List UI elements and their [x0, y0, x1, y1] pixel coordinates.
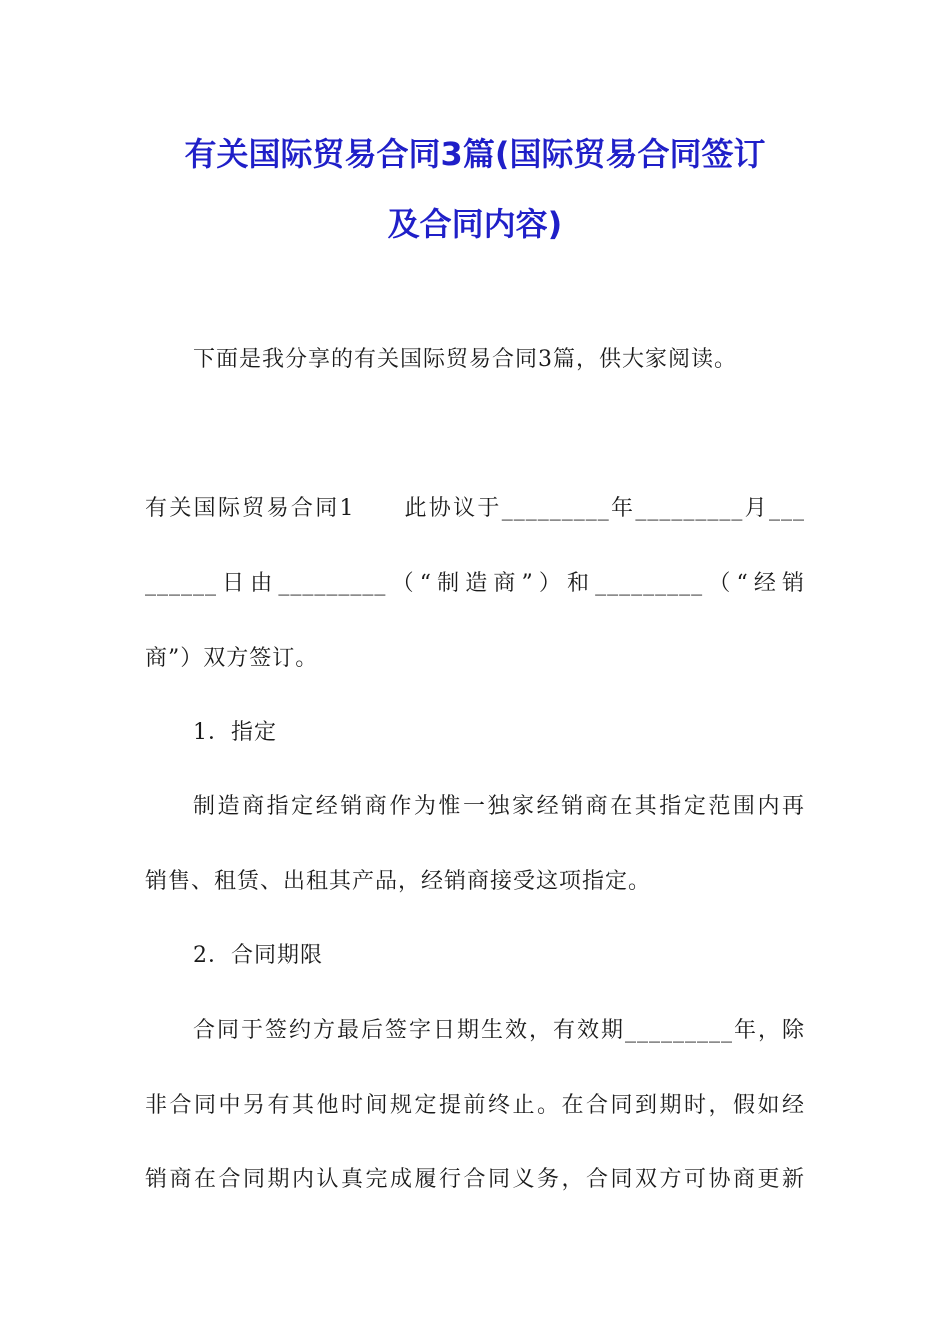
section2-paragraph-line-1: 合同于签约方最后签字日期生效，有效期_________年，除	[193, 1018, 805, 1043]
contract-opening-line-2: ______日由_________（“制造商”）和_________（“经销	[145, 571, 805, 596]
section2-paragraph-line-3: 销商在合同期内认真完成履行合同义务，合同双方可协商更新	[145, 1167, 805, 1192]
section1-paragraph-line-1: 制造商指定经销商作为惟一独家经销商在其指定范围内再	[193, 794, 805, 819]
section1-paragraph-line-2: 销售、租赁、出租其产品，经销商接受这项指定。	[145, 869, 652, 894]
intro-paragraph: 下面是我分享的有关国际贸易合同3篇，供大家阅读。	[193, 347, 737, 372]
document-title-line-2: 及合同内容)	[387, 205, 563, 243]
section-heading-contract-term: 2．合同期限	[193, 943, 323, 968]
contract-opening-line-1: 有关国际贸易合同1 此协议于_________年_________月___	[145, 496, 805, 521]
section-heading-designation: 1．指定	[193, 720, 277, 745]
contract-opening-line-3: 商”）双方签订。	[145, 646, 319, 671]
section2-paragraph-line-2: 非合同中另有其他时间规定提前终止。在合同到期时，假如经	[145, 1093, 805, 1118]
document-title-line-1: 有关国际贸易合同3篇(国际贸易合同签订	[184, 135, 766, 173]
